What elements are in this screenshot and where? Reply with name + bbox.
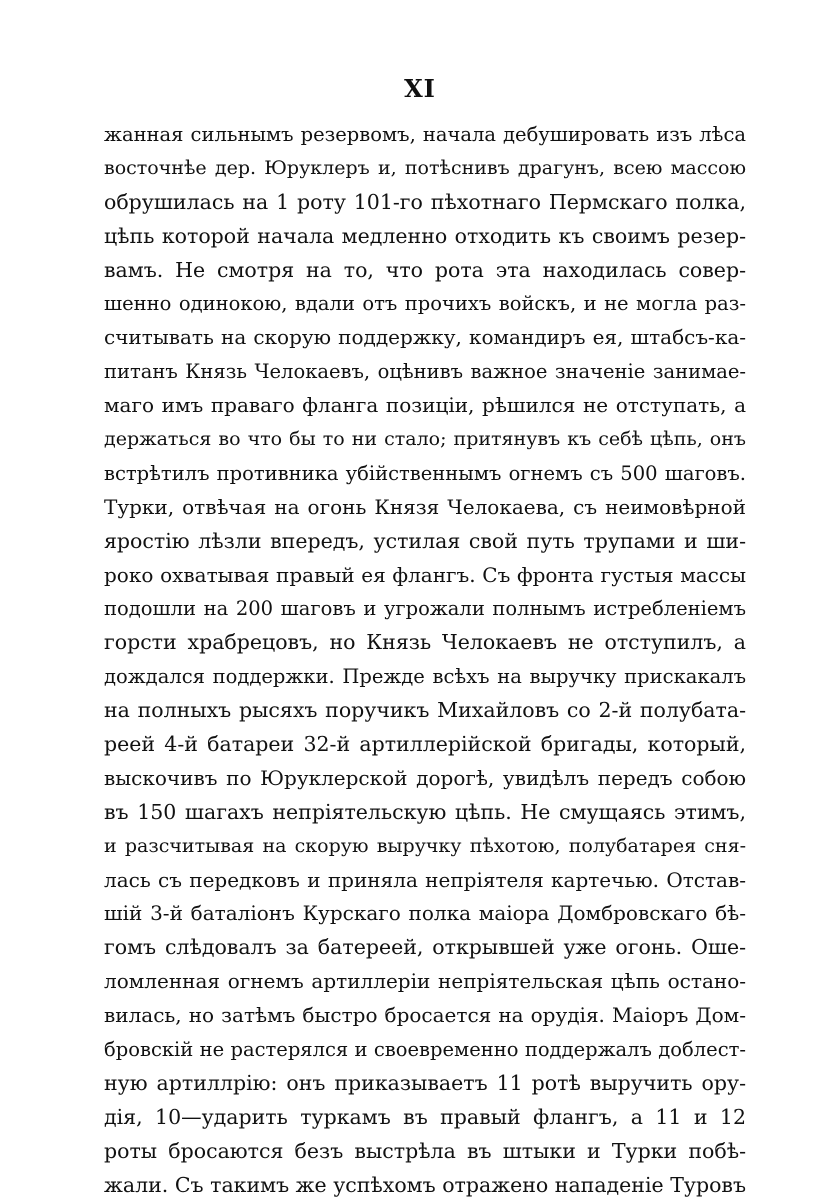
text-line: вилась, но затѣмъ быстро бросается на орудiя. Маiоръ Дом- (104, 1003, 746, 1028)
text-line: обрушилась на 1 роту 101-го пѣхотнаго Пермскаго полка, (104, 189, 746, 214)
text-line: горсти храбрецовъ, но Князь Челокаевъ не отступилъ, а (104, 630, 746, 655)
text-line: ную артиллрiю: онъ приказываетъ 11 ротѣ выручить ору- (104, 1070, 746, 1095)
text-line: восточнѣе дер. Юруклеръ и, потѣснивъ драгунъ, всею массою (104, 156, 746, 179)
text-line: жали. Съ такимъ же успѣхомъ отражено нападенiе Туровъ (104, 1172, 746, 1197)
text-line: шiй 3-й баталiонъ Курскаго полка маiора Домбровскаго бѣ- (104, 901, 746, 926)
text-line: вамъ. Не смотря на то, что рота эта находилась совер- (104, 257, 746, 282)
text-line: роко охватывая правый ея флангъ. Съ фронта густыя массы (104, 562, 746, 587)
text-line: въ 150 шагахъ непрiятельскую цѣпь. Не смущаясь этимъ, (104, 799, 746, 824)
text-line: жанная сильнымъ резервомъ, начала дебушировать изъ лѣса (104, 123, 746, 146)
text-line: Турки, отвѣчая на огонь Князя Челокаева, съ неимовѣрной (104, 494, 746, 519)
text-line: держаться во что бы то ни стало; притянувъ къ себѣ цѣпь, онъ (104, 428, 746, 451)
text-line: цѣпь которой начала медленно отходить къ своимъ резер- (104, 223, 746, 248)
text-line: подошли на 200 шаговъ и угрожали полнымъ истребленiемъ (104, 597, 746, 621)
text-line: лась съ передковъ и приняла непрiятеля картечью. Отстав- (104, 867, 746, 892)
page-number: XI (404, 74, 436, 103)
text-line: встрѣтилъ противника убiйственнымъ огнемъ съ 500 шаговъ. (104, 461, 746, 485)
text-line: маго имъ праваго фланга позицiи, рѣшился не отступать, а (104, 393, 746, 418)
text-line: яростiю лѣзли впередъ, устилая свой путь трупами и ши- (104, 528, 746, 553)
body-text (104, 118, 746, 1203)
text-line: ломленная огнемъ артиллерiи непрiятельская цѣпь остано- (104, 969, 746, 994)
text-line: выскочивъ по Юруклерской дорогѣ, увидѣлъ передъ собою (104, 765, 746, 790)
text-line: гомъ слѣдовалъ за батереей, открывшей уже огонь. Оше- (104, 935, 746, 960)
text-line: и разсчитывая на скорую выручку пѣхотою, полубатарея сня- (104, 834, 746, 857)
text-line: бровскiй не растерялся и своевременно поддержалъ доблест- (104, 1038, 746, 1062)
text-line: дiя, 10—ударить туркамъ въ правый флангъ, а 11 и 12 (104, 1104, 746, 1129)
text-line: на полныхъ рысяхъ поручикъ Михайловъ со 2-й полубата- (104, 698, 746, 723)
text-line: роты бросаются безъ выстрѣла въ штыки и Турки побѣ- (104, 1138, 746, 1163)
text-line: дождался поддержки. Прежде всѣхъ на выручку прискакалъ (104, 665, 746, 689)
text-line: считывать на скорую поддержку, командиръ ея, штабсъ-ка- (104, 325, 746, 350)
text-line: питанъ Князь Челокаевъ, оцѣнивъ важное значенiе занимае- (104, 360, 746, 384)
text-line: реей 4-й батареи 32-й артиллерiйской бригады, который, (104, 732, 746, 757)
text-line: шенно одинокою, вдали отъ прочихъ войскъ, и не могла раз- (104, 292, 746, 316)
